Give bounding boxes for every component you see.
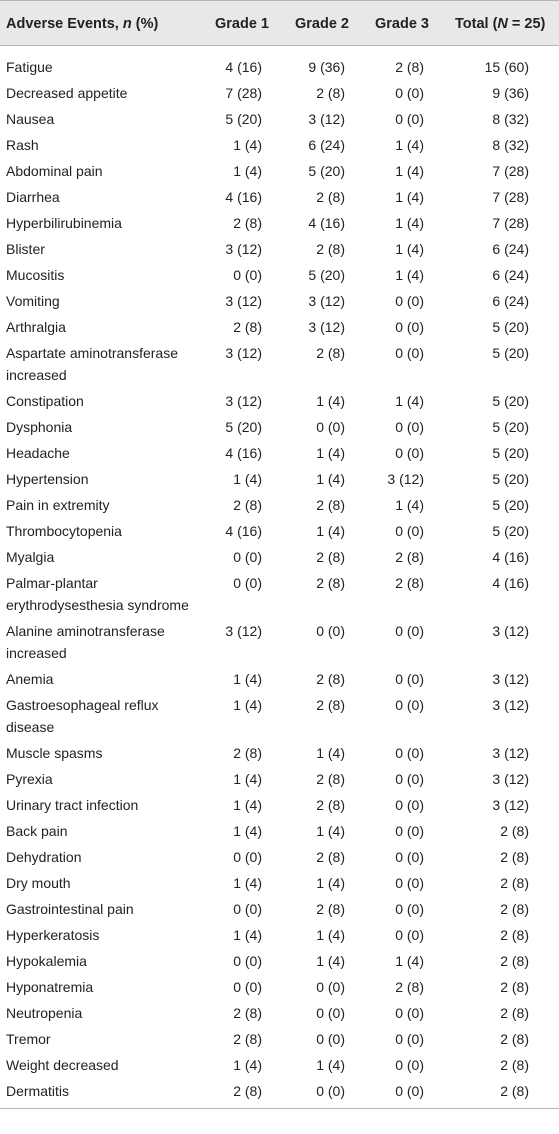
- total-cell: 7 (28): [492, 189, 529, 205]
- event-name-cell: Rash: [6, 137, 39, 153]
- total-cell: 6 (24): [492, 241, 529, 257]
- grade-2-cell: 0 (0): [316, 623, 345, 639]
- event-name-cell: Myalgia: [6, 549, 55, 565]
- grade-3-cell: 0 (0): [395, 85, 424, 101]
- event-name-cell: Dermatitis: [6, 1083, 70, 1099]
- grade-1-cell: 1 (4): [233, 875, 262, 891]
- event-name-cell: Gastrointestinal pain: [6, 901, 134, 917]
- event-name-cell: Headache: [6, 445, 70, 461]
- grade-2-cell: 1 (4): [316, 1057, 345, 1073]
- event-name-cell: Dysphonia: [6, 419, 73, 435]
- header-grade-2: Grade 2: [295, 16, 349, 32]
- table-body: [0, 46, 559, 1104]
- table-row: [0, 184, 559, 210]
- table-row: [0, 414, 559, 440]
- event-name-cell: Neutropenia: [6, 1005, 83, 1021]
- grade-2-cell: 1 (4): [316, 393, 345, 409]
- grade-1-cell: 4 (16): [225, 523, 262, 539]
- total-cell: 4 (16): [492, 575, 529, 591]
- table-row: [0, 1052, 559, 1078]
- table-row: [0, 792, 559, 818]
- grade-3-cell: 2 (8): [395, 549, 424, 565]
- header-name-italic: n: [122, 16, 132, 32]
- total-cell: 3 (12): [492, 771, 529, 787]
- grade-3-cell: 1 (4): [395, 241, 424, 257]
- grade-3-cell: 2 (8): [395, 59, 424, 75]
- table-row: [0, 132, 559, 158]
- table-row: [0, 666, 559, 692]
- table-row: [0, 106, 559, 132]
- grade-2-cell: 2 (8): [316, 85, 345, 101]
- table-row: [0, 948, 559, 974]
- grade-2-cell: 1 (4): [316, 823, 345, 839]
- grade-2-cell: 2 (8): [316, 901, 345, 917]
- event-name-cell: Dehydration: [6, 849, 82, 865]
- table-bottom-rule: [0, 1108, 559, 1109]
- grade-1-cell: 1 (4): [233, 797, 262, 813]
- table-row: [0, 54, 559, 80]
- event-name-cell: Hyperkeratosis: [6, 927, 100, 943]
- grade-1-cell: 2 (8): [233, 1005, 262, 1021]
- grade-2-cell: 3 (12): [308, 111, 345, 127]
- grade-2-cell: 2 (8): [316, 849, 345, 865]
- grade-2-cell: 1 (4): [316, 471, 345, 487]
- table-row: [0, 896, 559, 922]
- grade-2-cell: 4 (16): [308, 215, 345, 231]
- grade-1-cell: 1 (4): [233, 823, 262, 839]
- grade-2-cell: 0 (0): [316, 1031, 345, 1047]
- grade-3-cell: 0 (0): [395, 1057, 424, 1073]
- grade-1-cell: 0 (0): [233, 267, 262, 283]
- grade-2-cell: 1 (4): [316, 875, 345, 891]
- total-cell: 3 (12): [492, 623, 529, 639]
- grade-1-cell: 3 (12): [225, 293, 262, 309]
- total-cell: 9 (36): [492, 85, 529, 101]
- event-name-cell: Back pain: [6, 823, 68, 839]
- grade-1-cell: 0 (0): [233, 901, 262, 917]
- grade-2-cell: 3 (12): [308, 293, 345, 309]
- event-name-cell: Dry mouth: [6, 875, 71, 891]
- header-name-suffix: (%): [131, 16, 159, 32]
- grade-3-cell: 1 (4): [395, 393, 424, 409]
- grade-1-cell: 5 (20): [225, 111, 262, 127]
- grade-2-cell: 9 (36): [308, 59, 345, 75]
- grade-1-cell: 1 (4): [233, 163, 262, 179]
- total-cell: 2 (8): [500, 875, 529, 891]
- table-row: [0, 922, 559, 948]
- table-row: [0, 210, 559, 236]
- header-grade-1: Grade 1: [215, 16, 269, 32]
- event-name-cell: Pyrexia: [6, 771, 53, 787]
- grade-3-cell: 0 (0): [395, 849, 424, 865]
- total-cell: 2 (8): [500, 979, 529, 995]
- grade-3-cell: 0 (0): [395, 697, 424, 713]
- total-cell: 2 (8): [500, 849, 529, 865]
- event-name-cell: Mucositis: [6, 267, 65, 283]
- event-name-cell: Blister: [6, 241, 45, 257]
- grade-1-cell: 3 (12): [225, 623, 262, 639]
- table-row: [0, 492, 559, 518]
- header-total-suffix: = 25): [507, 16, 546, 32]
- grade-3-cell: 0 (0): [395, 771, 424, 787]
- grade-1-cell: 3 (12): [225, 393, 262, 409]
- grade-3-cell: 0 (0): [395, 927, 424, 943]
- grade-1-cell: 1 (4): [233, 927, 262, 943]
- grade-1-cell: 0 (0): [233, 849, 262, 865]
- grade-3-cell: 2 (8): [395, 979, 424, 995]
- total-cell: 4 (16): [492, 549, 529, 565]
- grade-2-cell: 3 (12): [308, 319, 345, 335]
- grade-1-cell: 2 (8): [233, 745, 262, 761]
- grade-3-cell: 0 (0): [395, 319, 424, 335]
- total-cell: 5 (20): [492, 471, 529, 487]
- total-cell: 6 (24): [492, 267, 529, 283]
- grade-3-cell: 0 (0): [395, 1005, 424, 1021]
- table-row: [0, 870, 559, 896]
- grade-2-cell: 2 (8): [316, 497, 345, 513]
- total-cell: 7 (28): [492, 163, 529, 179]
- grade-1-cell: 3 (12): [225, 345, 262, 361]
- event-name-cell: Anemia: [6, 671, 54, 687]
- grade-3-cell: 1 (4): [395, 137, 424, 153]
- table-row: [0, 440, 559, 466]
- grade-1-cell: 0 (0): [233, 953, 262, 969]
- table-row: [0, 314, 559, 340]
- event-name-cell: Hypertension: [6, 471, 89, 487]
- header-total: [455, 16, 545, 32]
- grade-1-cell: 1 (4): [233, 137, 262, 153]
- table-row: [0, 618, 559, 666]
- table-row: [0, 236, 559, 262]
- event-name-cell: Palmar-plantar erythrodysesthesia syndrome: [6, 575, 189, 613]
- total-cell: 8 (32): [492, 137, 529, 153]
- event-name-cell: Hypokalemia: [6, 953, 87, 969]
- table-row: [0, 740, 559, 766]
- header-grade-3: Grade 3: [375, 16, 429, 32]
- grade-3-cell: 0 (0): [395, 623, 424, 639]
- grade-2-cell: 1 (4): [316, 927, 345, 943]
- grade-1-cell: 2 (8): [233, 1031, 262, 1047]
- grade-2-cell: 1 (4): [316, 445, 345, 461]
- header-adverse-events: [6, 16, 158, 32]
- grade-3-cell: 0 (0): [395, 1031, 424, 1047]
- event-name-cell: Alanine aminotransferase increased: [6, 623, 165, 661]
- total-cell: 5 (20): [492, 497, 529, 513]
- grade-2-cell: 0 (0): [316, 1005, 345, 1021]
- header-total-italic: N: [497, 16, 508, 32]
- grade-3-cell: 0 (0): [395, 671, 424, 687]
- total-cell: 5 (20): [492, 523, 529, 539]
- table-row: [0, 570, 559, 618]
- grade-2-cell: 2 (8): [316, 771, 345, 787]
- grade-2-cell: 2 (8): [316, 575, 345, 591]
- table-row: [0, 1026, 559, 1052]
- grade-1-cell: 1 (4): [233, 471, 262, 487]
- grade-1-cell: 2 (8): [233, 215, 262, 231]
- event-name-cell: Diarrhea: [6, 189, 60, 205]
- table-row: [0, 1078, 559, 1104]
- grade-1-cell: 2 (8): [233, 497, 262, 513]
- table-row: [0, 818, 559, 844]
- grade-3-cell: 1 (4): [395, 497, 424, 513]
- table-row: [0, 158, 559, 184]
- header-total-prefix: Total (: [455, 16, 498, 32]
- grade-2-cell: 5 (20): [308, 163, 345, 179]
- grade-2-cell: 2 (8): [316, 345, 345, 361]
- table-row: [0, 844, 559, 870]
- table-row: [0, 340, 559, 388]
- grade-2-cell: 1 (4): [316, 745, 345, 761]
- grade-3-cell: 0 (0): [395, 901, 424, 917]
- table-row: [0, 974, 559, 1000]
- grade-2-cell: 2 (8): [316, 241, 345, 257]
- event-name-cell: Decreased appetite: [6, 85, 128, 101]
- grade-2-cell: 2 (8): [316, 189, 345, 205]
- grade-2-cell: 6 (24): [308, 137, 345, 153]
- table-row: [0, 766, 559, 792]
- total-cell: 7 (28): [492, 215, 529, 231]
- total-cell: 5 (20): [492, 419, 529, 435]
- table-row: [0, 262, 559, 288]
- total-cell: 5 (20): [492, 319, 529, 335]
- event-name-cell: Pain in extremity: [6, 497, 110, 513]
- grade-3-cell: 0 (0): [395, 875, 424, 891]
- table-row: [0, 518, 559, 544]
- grade-1-cell: 0 (0): [233, 575, 262, 591]
- event-name-cell: Fatigue: [6, 59, 53, 75]
- grade-3-cell: 0 (0): [395, 445, 424, 461]
- grade-3-cell: 0 (0): [395, 293, 424, 309]
- event-name-cell: Thrombocytopenia: [6, 523, 122, 539]
- event-name-cell: Nausea: [6, 111, 55, 127]
- event-name-cell: Hyponatremia: [6, 979, 94, 995]
- grade-2-cell: 2 (8): [316, 697, 345, 713]
- event-name-cell: Abdominal pain: [6, 163, 103, 179]
- total-cell: 3 (12): [492, 797, 529, 813]
- grade-1-cell: 7 (28): [225, 85, 262, 101]
- table-row: [0, 1000, 559, 1026]
- table-row: [0, 388, 559, 414]
- total-cell: 2 (8): [500, 901, 529, 917]
- grade-1-cell: 1 (4): [233, 697, 262, 713]
- event-name-cell: Arthralgia: [6, 319, 66, 335]
- table-header: [0, 0, 559, 46]
- grade-3-cell: 1 (4): [395, 189, 424, 205]
- total-cell: 5 (20): [492, 345, 529, 361]
- total-cell: 2 (8): [500, 1031, 529, 1047]
- grade-3-cell: 0 (0): [395, 745, 424, 761]
- table-row: [0, 288, 559, 314]
- grade-2-cell: 5 (20): [308, 267, 345, 283]
- total-cell: 2 (8): [500, 1005, 529, 1021]
- grade-1-cell: 1 (4): [233, 1057, 262, 1073]
- header-name-text: Adverse Events,: [6, 16, 123, 32]
- grade-1-cell: 1 (4): [233, 671, 262, 687]
- total-cell: 2 (8): [500, 823, 529, 839]
- grade-3-cell: 1 (4): [395, 953, 424, 969]
- table-row: [0, 80, 559, 106]
- grade-3-cell: 0 (0): [395, 797, 424, 813]
- grade-1-cell: 0 (0): [233, 979, 262, 995]
- grade-1-cell: 5 (20): [225, 419, 262, 435]
- event-name-cell: Urinary tract infection: [6, 797, 139, 813]
- event-name-cell: Vomiting: [6, 293, 60, 309]
- total-cell: 8 (32): [492, 111, 529, 127]
- grade-3-cell: 2 (8): [395, 575, 424, 591]
- table-row: [0, 544, 559, 570]
- grade-3-cell: 0 (0): [395, 1083, 424, 1099]
- event-name-cell: Gastroesophageal reflux disease: [6, 697, 159, 735]
- grade-2-cell: 1 (4): [316, 953, 345, 969]
- total-cell: 3 (12): [492, 745, 529, 761]
- grade-2-cell: 0 (0): [316, 979, 345, 995]
- event-name-cell: Constipation: [6, 393, 84, 409]
- grade-3-cell: 0 (0): [395, 523, 424, 539]
- grade-3-cell: 1 (4): [395, 215, 424, 231]
- grade-3-cell: 1 (4): [395, 163, 424, 179]
- total-cell: 5 (20): [492, 445, 529, 461]
- grade-3-cell: 3 (12): [387, 471, 424, 487]
- table-row: [0, 466, 559, 492]
- table-row: [0, 692, 559, 740]
- total-cell: 15 (60): [484, 59, 529, 75]
- total-cell: 2 (8): [500, 953, 529, 969]
- grade-2-cell: 0 (0): [316, 419, 345, 435]
- grade-1-cell: 0 (0): [233, 549, 262, 565]
- grade-1-cell: 2 (8): [233, 319, 262, 335]
- total-cell: 6 (24): [492, 293, 529, 309]
- total-cell: 5 (20): [492, 393, 529, 409]
- total-cell: 2 (8): [500, 1083, 529, 1099]
- total-cell: 3 (12): [492, 697, 529, 713]
- event-name-cell: Muscle spasms: [6, 745, 103, 761]
- event-name-cell: Weight decreased: [6, 1057, 119, 1073]
- grade-2-cell: 2 (8): [316, 549, 345, 565]
- grade-2-cell: 2 (8): [316, 797, 345, 813]
- grade-3-cell: 0 (0): [395, 111, 424, 127]
- grade-2-cell: 0 (0): [316, 1083, 345, 1099]
- grade-3-cell: 0 (0): [395, 345, 424, 361]
- grade-1-cell: 2 (8): [233, 1083, 262, 1099]
- grade-2-cell: 2 (8): [316, 671, 345, 687]
- grade-1-cell: 1 (4): [233, 771, 262, 787]
- event-name-cell: Hyperbilirubinemia: [6, 215, 122, 231]
- grade-3-cell: 0 (0): [395, 823, 424, 839]
- total-cell: 3 (12): [492, 671, 529, 687]
- grade-1-cell: 3 (12): [225, 241, 262, 257]
- event-name-cell: Aspartate aminotransferase increased: [6, 345, 178, 383]
- grade-1-cell: 4 (16): [225, 189, 262, 205]
- grade-3-cell: 1 (4): [395, 267, 424, 283]
- grade-3-cell: 0 (0): [395, 419, 424, 435]
- grade-1-cell: 4 (16): [225, 445, 262, 461]
- total-cell: 2 (8): [500, 927, 529, 943]
- grade-1-cell: 4 (16): [225, 59, 262, 75]
- event-name-cell: Tremor: [6, 1031, 51, 1047]
- total-cell: 2 (8): [500, 1057, 529, 1073]
- grade-2-cell: 1 (4): [316, 523, 345, 539]
